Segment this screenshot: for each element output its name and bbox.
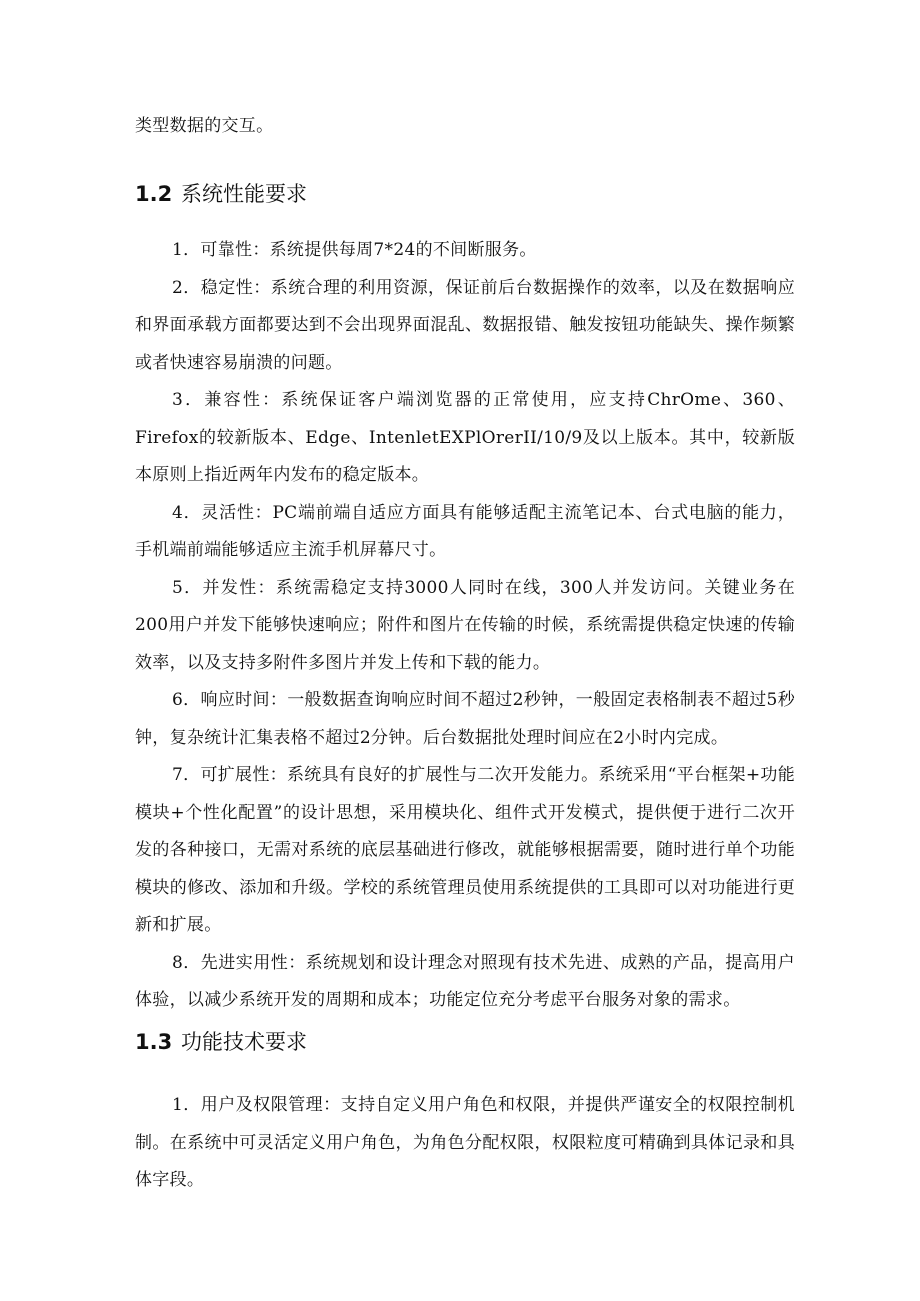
item-title: 兼容性： (204, 390, 282, 410)
item-title: 先进实用性： (200, 952, 306, 973)
item-number: 2． (172, 277, 201, 298)
item-body: 系统保证客户端浏览器的正常使用，应支持ChrOme、360、Firefox的较新版本、Edge、IntenletEXPlOrerII/10/9及以上版本。其中，较新版本原则上指近两年内发布的稳定版本。 (135, 390, 795, 485)
item-title: 用户及权限管理： (200, 1095, 341, 1115)
item-number: 4． (172, 502, 202, 523)
item-body: 支持自定义用户角色和权限，并提供严谨安全的权限控制机制。在系统中可灵活定义用户角色，为角色分配权限，权限粒度可精确到具体记录和具体字段。 (135, 1095, 795, 1190)
item-number: 1． (172, 1095, 201, 1115)
item-body: 系统规划和设计理念对照现有技术先进、成熟的产品，提高用户体验，以减少系统开发的周期和成本；功能定位充分考虑平台服务对象的需求。 (135, 952, 795, 1010)
item-body: PC端前端自适应方面具有能够适配主流笔记本、台式电脑的能力，手机端前端能够适应主流手机屏幕尺寸。 (135, 502, 795, 560)
section-number: 1.3 (135, 1030, 173, 1054)
section-1-3-list (135, 1087, 795, 1200)
section-heading-1-2 (135, 180, 307, 208)
item-body: 系统需稳定支持3000人同时在线，300人并发访问。关键业务在200用户并发下能够快速响应；附件和图片在传输的时候，系统需提供稳定快速的传输效率，以及支持多附件多图片并发上传和下载的能力。 (135, 577, 796, 673)
section-number: 1.2 (135, 182, 173, 206)
list-item (135, 570, 795, 683)
list-item (135, 232, 795, 270)
lead-paragraph: 类型数据的交互。 (135, 116, 274, 136)
list-item (135, 382, 795, 495)
item-number: 5． (172, 577, 203, 598)
item-number: 6． (172, 690, 201, 710)
item-body: 一般数据查询响应时间不超过2秒钟，一般固定表格制表不超过5秒钟，复杂统计汇集表格不超过2分钟。后台数据批处理时间应在2小时内完成。 (135, 690, 795, 748)
item-title: 稳定性： (200, 277, 271, 298)
list-item (135, 757, 795, 945)
item-number: 8． (172, 952, 201, 973)
item-title: 灵活性： (201, 502, 273, 523)
list-item (135, 945, 795, 1020)
section-title: 功能技术要求 (181, 1030, 307, 1054)
item-title: 可靠性： (200, 240, 270, 260)
item-number: 3． (172, 390, 205, 410)
list-item (135, 495, 795, 570)
section-heading-1-3 (135, 1028, 307, 1056)
list-item (135, 1087, 795, 1200)
section-title: 系统性能要求 (181, 182, 307, 206)
list-item (135, 682, 795, 757)
item-body: 系统合理的利用资源，保证前后台数据操作的效率，以及在数据响应和界面承载方面都要达到不会出现界面混乱、数据报错、触发按钮功能缺失、操作频繁或者快速容易崩溃的问题。 (135, 277, 795, 373)
item-body: 系统具有良好的扩展性与二次开发能力。系统采用“平台框架+功能模块+个性化配置”的设计思想，采用模块化、组件式开发模式，提供便于进行二次开发的各种接口，无需对系统的底层基础进行修改，就能够根据需要，随时进行单个功能模块的修改、添加和升级。学校的系统管理员使用系统提供的工具即可以对功能进行更新和扩展。 (135, 765, 796, 935)
item-title: 可扩展性： (200, 765, 287, 785)
list-item (135, 270, 795, 383)
item-number: 7． (172, 765, 201, 785)
item-number: 1． (172, 240, 201, 260)
item-body: 系统提供每周7*24的不间断服务。 (269, 240, 537, 260)
item-title: 并发性： (202, 577, 276, 598)
item-title: 响应时间： (200, 690, 288, 710)
section-1-2-list (135, 232, 795, 1020)
